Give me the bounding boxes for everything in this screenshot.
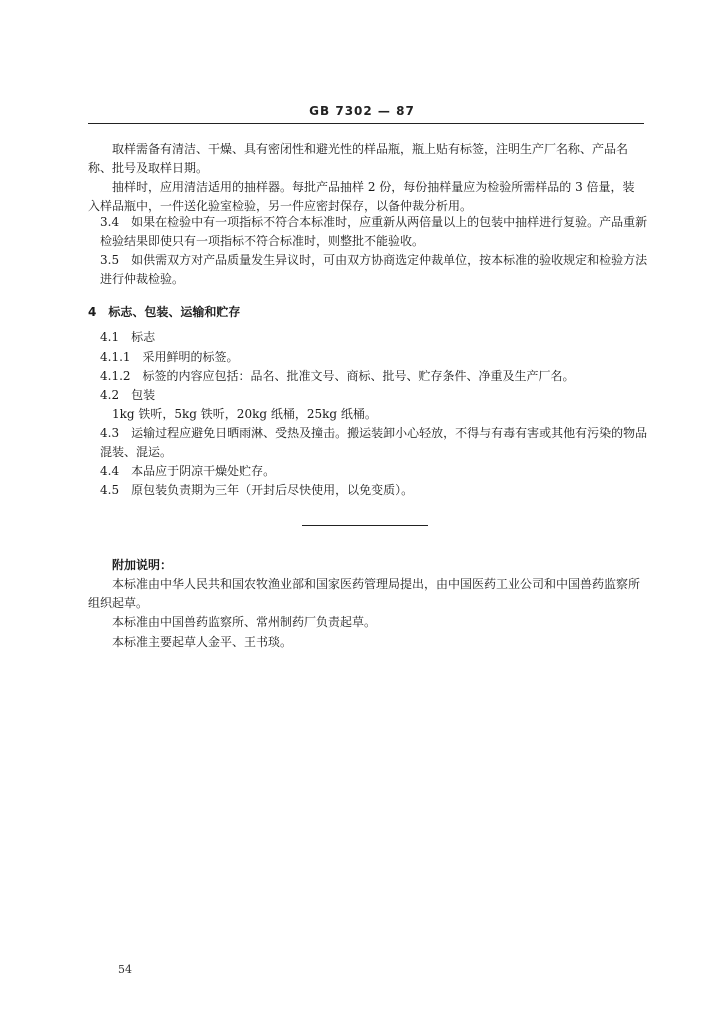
sampling-method-paragraph: 抽样时，应用清洁适用的抽样器。每批产品抽样 2 份，每份抽样量应为检验所需样品的 3 倍量，装入样品瓶中，一件送化验室检验，另一件应密封保存，以备仲裁分析用。 bbox=[88, 180, 635, 213]
clause-3-4: 3.4 如果在检验中有一项指标不符合本标准时，应重新从两倍量以上的包装中抽样进行复验。产品重新检验结果即使只有一项指标不符合标准时，则整批不能验收。 bbox=[100, 215, 648, 248]
note-2: 本标准由中国兽药监察所、常州制药厂负责起草。 bbox=[112, 615, 377, 629]
clause-4-1-1: 4.1.1 采用鲜明的标签。 bbox=[100, 350, 239, 364]
note-1: 本标准由中华人民共和国农牧渔业部和国家医药管理局提出，由中国医药工业公司和中国兽药监察所组织起草。 bbox=[88, 577, 641, 610]
clause-3-5: 3.5 如供需双方对产品质量发生异议时，可由双方协商选定仲裁单位，按本标准的验收规定和检验方法进行仲裁检验。 bbox=[100, 253, 648, 286]
clause-4-5: 4.5 原包装负责期为三年（开封后尽快使用，以免变质）。 bbox=[100, 483, 414, 497]
header-rule bbox=[88, 123, 644, 124]
end-rule bbox=[302, 525, 428, 526]
clause-4-4: 4.4 本品应于阴凉干燥处贮存。 bbox=[100, 464, 276, 478]
sampling-bottle-paragraph: 取样需备有清洁、干燥、具有密闭性和避光性的样品瓶，瓶上贴有标签，注明生产厂名称、产品名称、批号及取样日期。 bbox=[88, 142, 629, 175]
clause-4-1-2: 4.1.2 标签的内容应包括：品名、批准文号、商标、批号、贮存条件、净重及生产厂名。 bbox=[100, 369, 575, 383]
note-3: 本标准主要起草人金平、王书琰。 bbox=[112, 635, 293, 649]
notes-title: 附加说明： bbox=[112, 558, 173, 572]
section-4-heading: 4 标志、包装、运输和贮存 bbox=[88, 305, 241, 319]
clause-4-1: 4.1 标志 bbox=[100, 330, 156, 344]
clause-4-2-body: 1kg 铁听，5kg 铁听，20kg 纸桶，25kg 纸桶。 bbox=[112, 407, 377, 421]
clause-4-3: 4.3 运输过程应避免日晒雨淋、受热及撞击。搬运装卸小心轻放，不得与有毒有害或其他有污染的物品混装、混运。 bbox=[100, 426, 648, 459]
page-number: 54 bbox=[118, 963, 132, 976]
clause-4-2: 4.2 包装 bbox=[100, 388, 156, 402]
standard-code-header: GB 7302 — 87 bbox=[309, 104, 415, 118]
